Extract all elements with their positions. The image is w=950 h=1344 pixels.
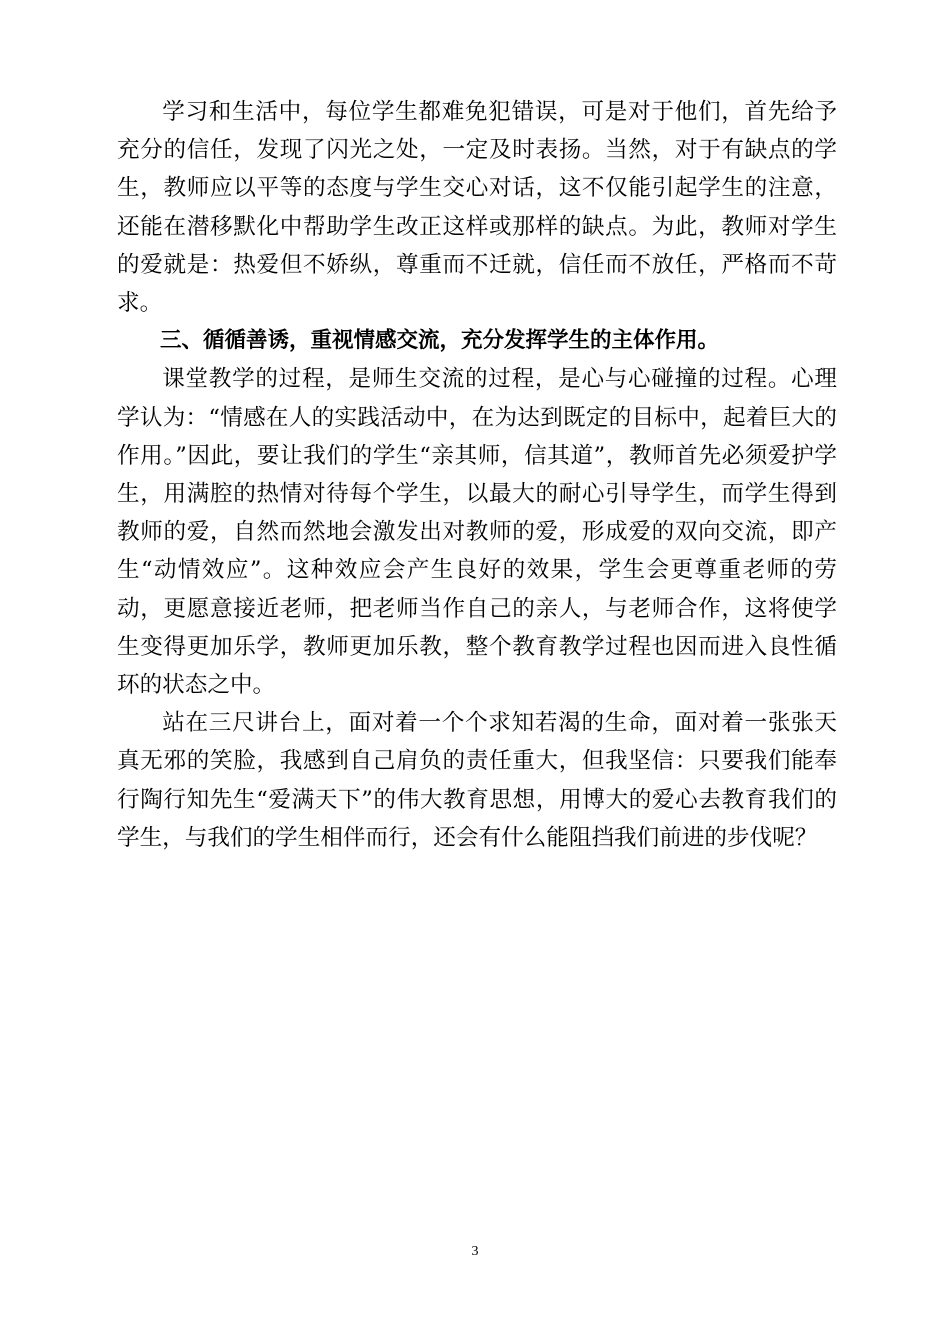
paragraph-continuation: 学习和生活中，每位学生都难免犯错误，可是对于他们，首先给予充分的信任，发现了闪光之处，一定及时表扬。当然，对于有缺点的学生，教师应以平等的态度与学生交心对话，这不仅能引起学生的注意，还能在潜移默化中帮助学生改正这样或那样的缺点。为此，教师对学生的爱就是：热爱但不娇纵，尊重而不迁就，信任而不放任，严格而不苛求。 [117, 99, 837, 317]
section-heading-three: 三、循循善诱，重视情感交流，充分发挥学生的主体作用。 [160, 328, 720, 354]
page-number: 3 [471, 1244, 479, 1259]
paragraph-conclusion: 站在三尺讲台上，面对着一个个求知若渴的生命，面对着一张张天真无邪的笑脸，我感到自己肩负的责任重大，但我坚信：只要我们能奉行陶行知先生“爱满天下”的伟大教育思想，用博大的爱心去教育我们的学生，与我们的学生相伴而行，还会有什么能阻挡我们前进的步伐呢？ [117, 710, 837, 851]
document-body [117, 93, 837, 857]
paragraph-classroom-teaching: 课堂教学的过程，是师生交流的过程，是心与心碰撞的过程。心理学认为：“情感在人的实践活动中，在为达到既定的目标中，起着巨大的作用。”因此，要让我们的学生“亲其师，信其道”，教师首先必须爱护学生，用满腔的热情对待每个学生，以最大的耐心引导学生，而学生得到教师的爱，自然而然地会激发出对教师的爱，形成爱的双向交流，即产生“动情效应”。这种效应会产生良好的效果，学生会更尊重老师的劳动，更愿意接近老师，把老师当作自己的亲人，与老师合作，这将使学生变得更加乐学，教师更加乐教，整个教育教学过程也因而进入良性循环的状态之中。 [117, 366, 837, 699]
